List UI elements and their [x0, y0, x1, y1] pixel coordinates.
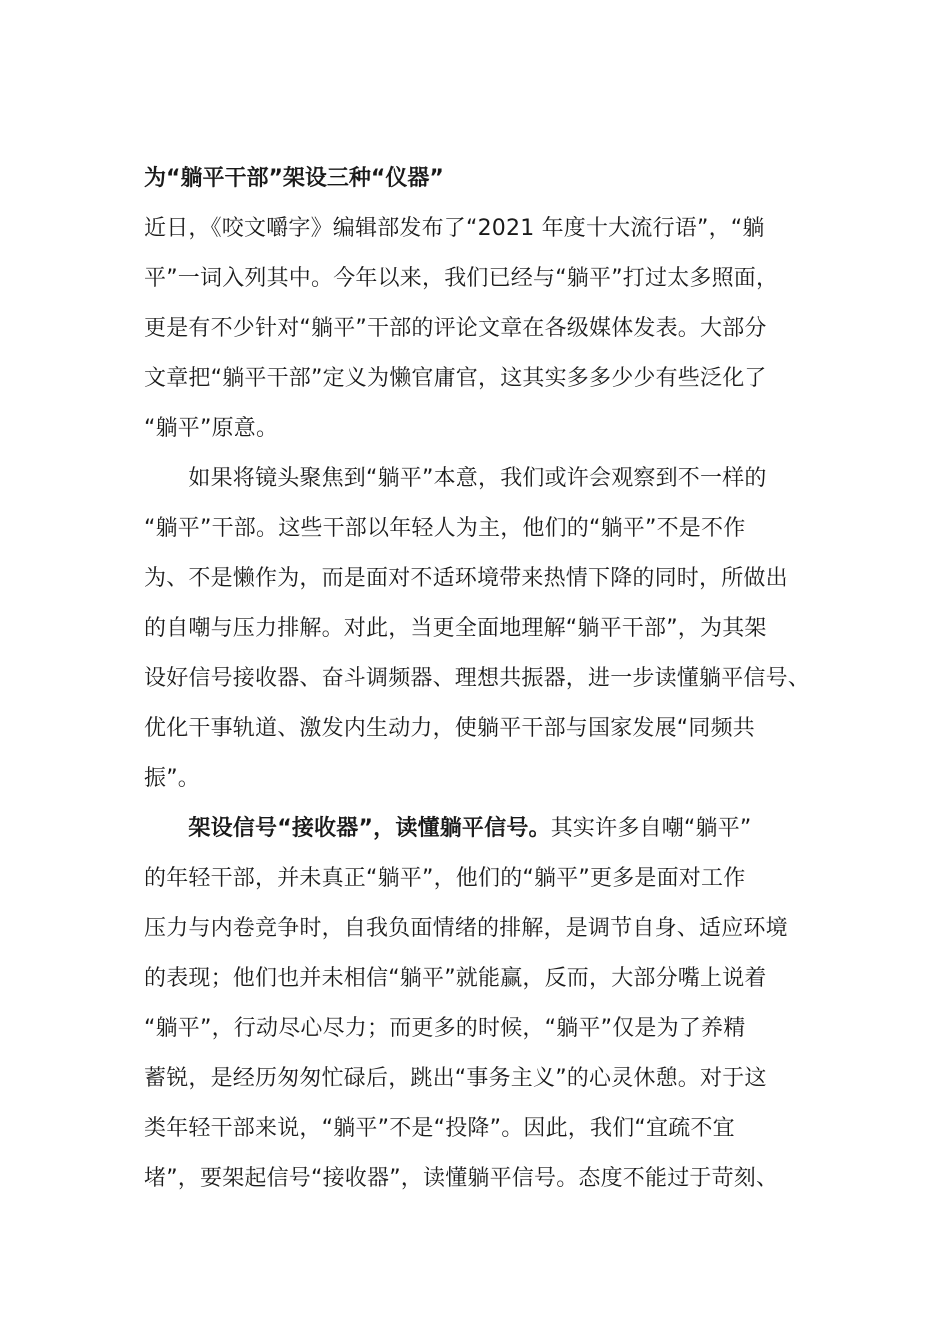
para3-first-rest: 其实许多自嘲“躺平”: [550, 816, 752, 841]
para3-line-1: [144, 813, 752, 845]
para3-line-7: 类年轻干部来说，“躺平”不是“投降”。因此，我们“宜疏不宜: [144, 1116, 735, 1141]
para2-line-6: 优化干事轨道、激发内生动力，使躺平干部与国家发展“同频共: [144, 716, 755, 741]
para2-line-4: 的自嘲与压力排解。对此，当更全面地理解“躺平干部”，为其架: [144, 616, 767, 641]
para1-line-1: 近日，《咬文嚼字》编辑部发布了“2021 年度十大流行语”，“躺: [144, 216, 765, 241]
para2-line-1: 如果将镜头聚焦到“躺平”本意，我们或许会观察到不一样的: [144, 466, 767, 491]
para1-line-2: 平”一词入列其中。今年以来，我们已经与“躺平”打过太多照面，: [144, 266, 779, 291]
para2-line-3: 为、不是懒作为，而是面对不适环境带来热情下降的同时，所做出: [144, 566, 788, 591]
para3-line-6: 蓄锐，是经历匆匆忙碌后，跳出“事务主义”的心灵休憩。对于这: [144, 1066, 767, 1091]
para1-line-3: 更是有不少针对“躺平”干部的评论文章在各级媒体发表。大部分: [144, 316, 767, 341]
article-title: 为“躺平干部”架设三种“仪器”: [144, 166, 444, 191]
para3-bold-lead: 架设信号“接收器”，读懂躺平信号。: [144, 816, 551, 841]
para3-line-3: 压力与内卷竞争时，自我负面情绪的排解，是调节自身、适应环境: [144, 916, 788, 941]
para2-line-2: “躺平”干部。这些干部以年轻人为主，他们的“躺平”不是不作: [144, 516, 746, 541]
para3-line-5: “躺平”，行动尽心尽力；而更多的时候，“躺平”仅是为了养精: [144, 1016, 746, 1041]
para2-line-5: 设好信号接收器、奋斗调频器、理想共振器，进一步读懂躺平信号、: [144, 666, 811, 691]
para2-line-7: 振”。: [144, 766, 200, 791]
para3-line-8: 堵”，要架起信号“接收器”，读懂躺平信号。态度不能过于苛刻、: [144, 1166, 779, 1191]
para3-line-2: 的年轻干部，并未真正“躺平”，他们的“躺平”更多是面对工作: [144, 866, 746, 891]
para1-line-5: “躺平”原意。: [144, 416, 279, 441]
para1-line-4: 文章把“躺平干部”定义为懒官庸官，这其实多多少少有些泛化了: [144, 366, 767, 391]
para3-line-4: 的表现；他们也并未相信“躺平”就能赢，反而，大部分嘴上说着: [144, 966, 767, 991]
